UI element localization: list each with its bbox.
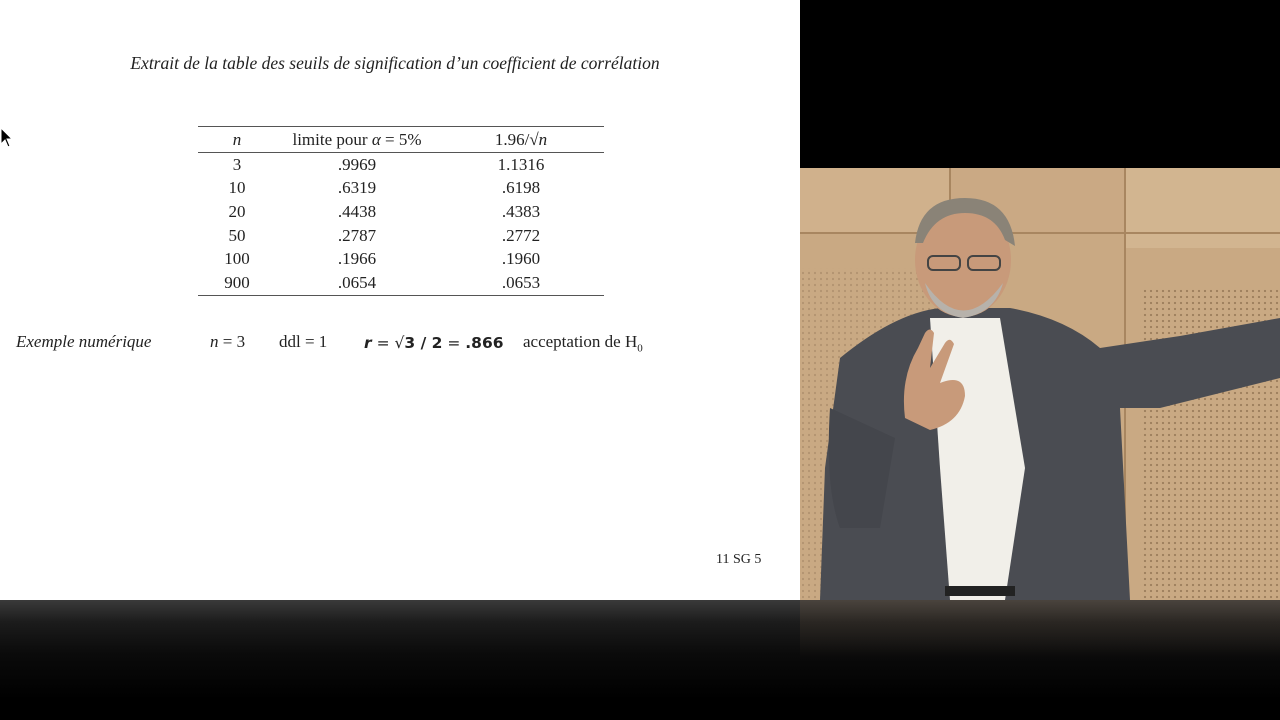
example-n-var: n [210,332,219,351]
header-limit-suffix: = 5% [380,130,422,149]
example-r-eq2: = [442,334,466,352]
example-acceptance [523,332,643,354]
header-alpha: α [371,130,381,149]
cell-n: 10 [228,178,246,198]
cell-n: 900 [198,271,276,295]
cell-limit: .9969 [337,154,377,174]
example-r-var: r [364,334,372,352]
example-r-formula [364,334,504,352]
cell-formula: .0653 [438,271,604,295]
cell-formula: 1.1316 [497,154,545,174]
example-r-slash: / [415,334,432,352]
cell-limit: .2787 [337,225,377,245]
slide-title: Extrait de la table des seuils de signification d’un coefficient de corrélation [130,53,660,73]
cell-n: 20 [228,201,246,221]
table-header-row [198,127,604,153]
slide-footer: 11 SG 5 [716,552,762,567]
example-r-eq: = √ [371,334,405,352]
cell-n: 50 [228,225,246,245]
example-n [210,332,245,352]
video-reflection [800,600,1280,660]
example-n-value: = 3 [218,332,246,351]
speaker-video-frame [800,168,1280,600]
speaker-video [800,168,1280,600]
cell-limit: .4438 [337,201,377,221]
example-r-value: .866 [465,334,504,352]
example-r-num: 3 [404,334,416,352]
cell-limit: .1966 [337,249,377,269]
cell-formula: .1960 [501,249,541,269]
table-row [198,153,604,177]
cell-formula: .6198 [501,178,541,198]
cell-n: 3 [232,154,242,174]
example-acceptance-text: acceptation de H [523,332,638,351]
cell-formula: .4383 [501,201,541,221]
significance-table [198,126,604,296]
example-acceptance-sub: 0 [637,342,643,355]
header-limit [276,127,438,153]
table-row [198,271,604,295]
table-row [198,177,604,201]
cell-limit: .0654 [276,271,438,295]
example-label: Exemple numérique [16,332,152,351]
header-formula-prefix: 1.96/√ [494,130,539,149]
example-ddl: ddl = 1 [279,332,328,351]
cell-limit: .6319 [337,178,377,198]
table-row [198,224,604,248]
table-row [198,247,604,271]
header-formula [438,127,604,153]
cell-n: 100 [224,249,250,269]
table-row [198,200,604,224]
header-formula-n: n [538,130,548,149]
header-limit-prefix: limite pour [292,130,372,149]
cell-formula: .2772 [501,225,541,245]
header-n: n [198,127,276,153]
example-r-den: 2 [431,334,443,352]
mouse-cursor-icon [0,127,14,149]
